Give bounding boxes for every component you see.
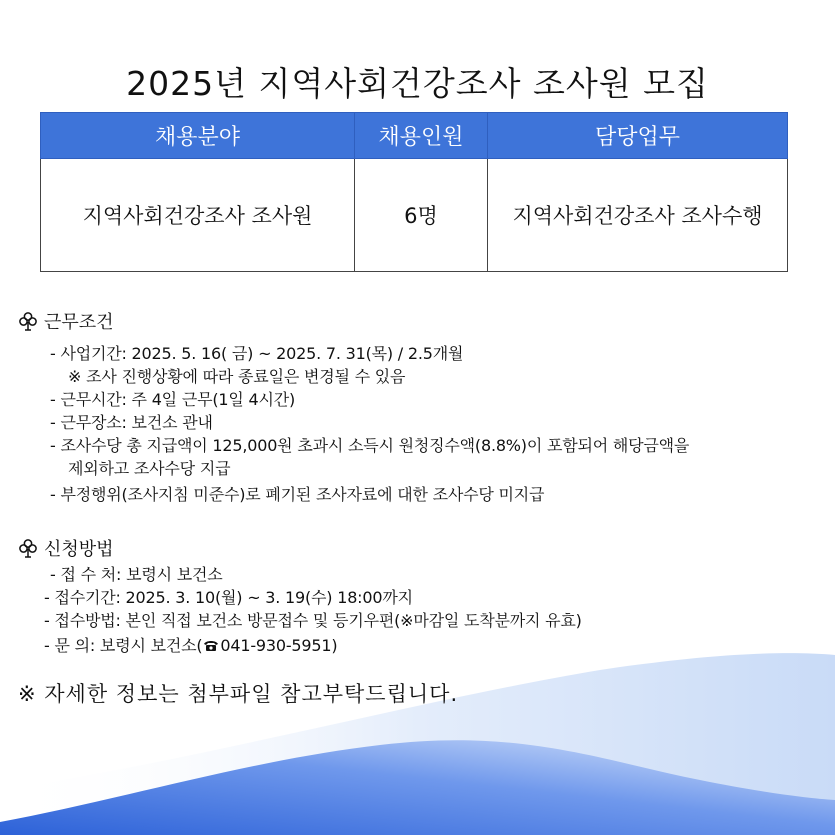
table-row <box>41 159 788 272</box>
condition-period: - 사업기간: 2025. 5. 16( 금) ~ 2025. 7. 31(목) / 2.5개월 <box>50 344 464 363</box>
cell-duty: 지역사회건강조사 조사수행 <box>488 159 788 272</box>
apply-period: - 접수기간: 2025. 3. 10(월) ~ 3. 19(수) 18:00까지 <box>44 588 413 607</box>
header-duty: 담당업무 <box>488 113 788 159</box>
header-count: 채용인원 <box>355 113 488 159</box>
apply-contact-label: - 문 의: 보령시 보건소( <box>44 636 203 655</box>
page-title: 2025년 지역사회건강조사 조사원 모집 <box>126 64 709 103</box>
condition-pay-cont: 제외하고 조사수당 지급 <box>68 459 231 478</box>
conditions-heading-label: 근무조건 <box>44 312 114 333</box>
clover-icon <box>18 311 38 331</box>
footer-note: ※ 자세한 정보는 첨부파일 참고부탁드립니다. <box>18 682 459 706</box>
apply-contact-phone: 041-930-5951) <box>220 636 338 655</box>
apply-heading-label: 신청방법 <box>44 539 114 560</box>
condition-pay: - 조사수당 총 지급액이 125,000원 초과시 소득시 원청징수액(8.8%)이 포함되어 해당금액을 <box>50 436 690 455</box>
table-header-row <box>41 113 788 159</box>
recruitment-table <box>40 112 788 272</box>
apply-place: - 접 수 처: 보령시 보건소 <box>50 565 223 584</box>
condition-place: - 근무장소: 보건소 관내 <box>50 413 213 432</box>
condition-hours: - 근무시간: 주 4일 근무(1일 4시간) <box>50 390 296 409</box>
cell-count: 6명 <box>355 159 488 272</box>
header-field: 채용분야 <box>41 113 355 159</box>
clover-icon <box>18 538 38 558</box>
condition-period-note: ※ 조사 진행상황에 따라 종료일은 변경될 수 있음 <box>68 367 406 386</box>
apply-contact <box>44 633 337 656</box>
cell-field: 지역사회건강조사 조사원 <box>41 159 355 272</box>
conditions-heading <box>18 308 114 334</box>
apply-method: - 접수방법: 본인 직접 보건소 방문접수 및 등기우편(※마감일 도착분까지 유효) <box>44 611 582 630</box>
phone-icon <box>203 640 219 652</box>
condition-penalty: - 부정행위(조사지침 미준수)로 폐기된 조사자료에 대한 조사수당 미지급 <box>50 485 545 504</box>
apply-heading <box>18 535 114 561</box>
